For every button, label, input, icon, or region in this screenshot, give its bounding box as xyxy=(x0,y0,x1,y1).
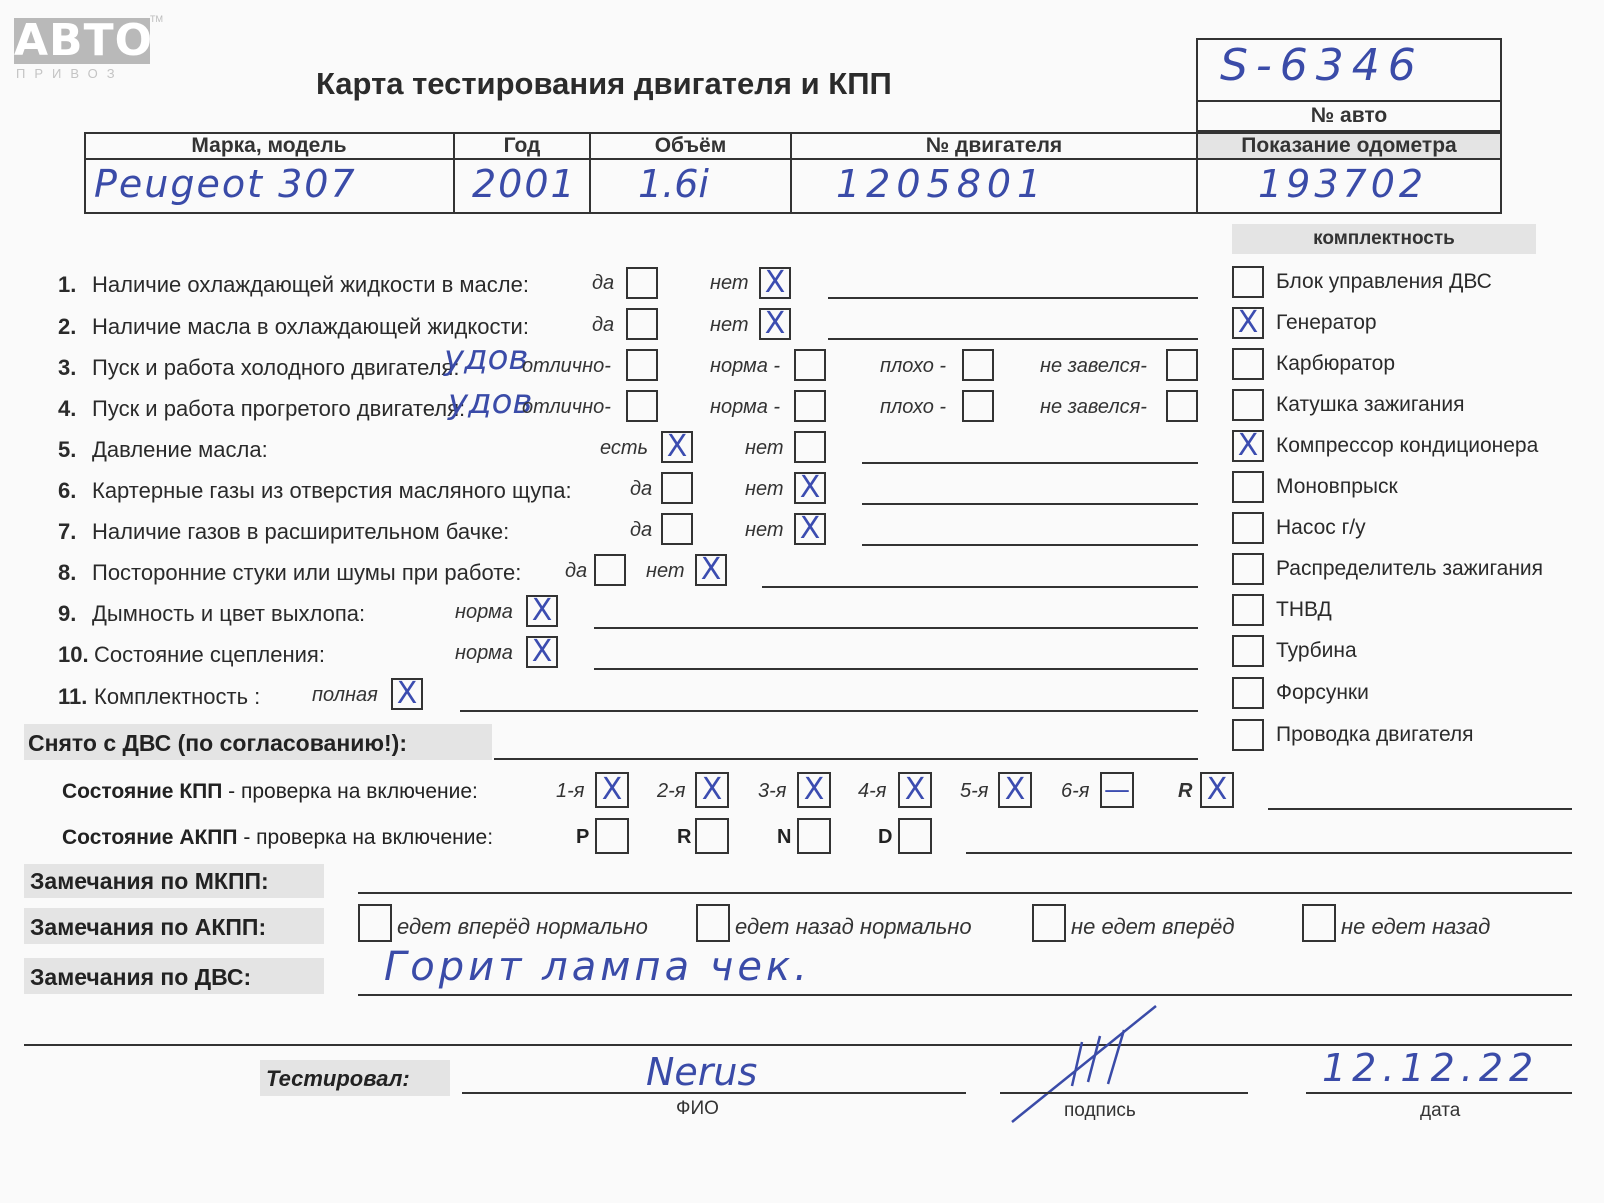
value-engine-no: 1205801 xyxy=(836,162,1048,206)
checkbox-q4-normal[interactable] xyxy=(794,390,826,422)
question-text: Картерные газы из отверстия масляного щупа: xyxy=(92,478,572,503)
checkbox-q6-no[interactable] xyxy=(794,472,826,504)
checkbox-gear-r[interactable] xyxy=(1200,772,1234,808)
check-mark: X xyxy=(701,772,723,807)
kpp-label xyxy=(62,780,478,804)
kpp-label-bold: Состояние КПП xyxy=(62,780,223,803)
check-mark: X xyxy=(904,772,926,807)
question-text: Пуск и работа прогретого двигателя: xyxy=(92,396,466,421)
akpp-mode-label: P xyxy=(576,826,590,848)
checkbox-gear-2[interactable] xyxy=(695,772,729,808)
kpp-label-rest: - проверка на включение: xyxy=(222,780,478,803)
question-text: Наличие масла в охлаждающей жидкости: xyxy=(92,314,529,339)
header-engine-no: № двигателя xyxy=(925,134,1063,157)
option-label-yes: да xyxy=(592,272,615,294)
option-label-no: нет xyxy=(646,560,685,582)
handwritten-udov-cold: удов xyxy=(444,338,529,378)
check-mark: X xyxy=(1004,772,1026,807)
gear-label: 2-я xyxy=(657,780,686,802)
komplekt-item: Насос г/у xyxy=(1276,516,1366,539)
checkbox-q4-excellent[interactable] xyxy=(626,390,658,422)
test-date: 12.12.22 xyxy=(1322,1046,1540,1090)
option-label-normal: норма - xyxy=(710,396,781,418)
tested-label: Тестировал: xyxy=(266,1066,410,1091)
checkbox-q7-no[interactable] xyxy=(794,513,826,545)
question-number: 10. xyxy=(58,642,89,667)
question-number: 3. xyxy=(58,355,77,380)
note-line xyxy=(862,503,1198,505)
option-label-no: нет xyxy=(745,478,784,500)
check-mark: X xyxy=(700,552,722,587)
note-line xyxy=(594,668,1198,670)
akpp-option-label: едет вперёд нормально xyxy=(397,914,648,939)
checkbox-q5-no[interactable] xyxy=(794,431,826,463)
option-label-present: есть xyxy=(600,437,649,459)
gear-label: 1-я xyxy=(556,780,585,802)
option-label-no: нет xyxy=(710,314,749,336)
value-volume: 1.6i xyxy=(638,162,709,206)
checkbox-akpp-no-reverse[interactable] xyxy=(1302,904,1336,942)
checkbox-q3-bad[interactable] xyxy=(962,349,994,381)
checkbox-q3-normal[interactable] xyxy=(794,349,826,381)
note-line xyxy=(862,544,1198,546)
checkbox-akpp-no-forward[interactable] xyxy=(1032,904,1066,942)
question-text: Дымность и цвет выхлопа: xyxy=(92,601,366,626)
option-label-normal: норма xyxy=(455,642,513,664)
checkbox-akpp-d[interactable] xyxy=(898,818,932,854)
check-mark: X xyxy=(396,676,418,711)
checkbox-gear-5[interactable] xyxy=(998,772,1032,808)
question-text: Посторонние стуки или шумы при работе: xyxy=(92,560,522,585)
checkbox-gear-6[interactable] xyxy=(1100,772,1134,808)
logo-subtitle: ПРИВОЗ xyxy=(16,66,124,81)
komplekt-title: комплектность xyxy=(1313,228,1455,249)
gear-label: 5-я xyxy=(960,780,989,802)
checkbox-komplekt-ps-pump[interactable] xyxy=(1232,512,1264,544)
auto-number-divider xyxy=(1196,100,1502,102)
question-text: Наличие газов в расширительном бачке: xyxy=(92,519,510,544)
checkbox-q1-no[interactable] xyxy=(759,267,791,299)
akpp-label-rest: - проверка на включение: xyxy=(237,826,494,849)
option-label-full: полная xyxy=(312,684,378,706)
checkbox-q6-yes[interactable] xyxy=(661,472,693,504)
checkbox-akpp-forward-ok[interactable] xyxy=(358,904,392,942)
checkbox-akpp-n[interactable] xyxy=(797,818,831,854)
checkbox-q5-present[interactable] xyxy=(661,431,693,463)
checkbox-komplekt-tnvd[interactable] xyxy=(1232,594,1264,626)
checkbox-q4-bad[interactable] xyxy=(962,390,994,422)
option-label-yes: да xyxy=(630,519,653,541)
note-line xyxy=(828,338,1198,340)
option-label-yes: да xyxy=(592,314,615,336)
question-number: 9. xyxy=(58,601,77,626)
check-mark: X xyxy=(531,634,553,669)
handwritten-udov-warm: удов xyxy=(448,382,533,422)
akpp-mode-label: N xyxy=(777,826,792,848)
auto-number-value: S-6346 xyxy=(1220,40,1424,91)
checkbox-q8-no[interactable] xyxy=(695,554,727,586)
checkbox-q4-no-start[interactable] xyxy=(1166,390,1198,422)
question-number: 4. xyxy=(58,396,77,421)
checkbox-q10-normal[interactable] xyxy=(526,636,558,668)
option-label-excellent: отлично- xyxy=(522,355,611,377)
remarks-mkpp-line xyxy=(358,892,1572,894)
question-number: 1. xyxy=(58,272,77,297)
question-text: Давление масла: xyxy=(92,437,268,462)
akpp-line xyxy=(966,852,1572,854)
question-number: 8. xyxy=(58,560,77,585)
check-mark: X xyxy=(799,511,821,546)
kpp-line xyxy=(1268,808,1572,810)
remarks-akpp-label: Замечания по АКПП: xyxy=(30,914,267,940)
question-text: Состояние сцепления: xyxy=(94,642,325,667)
dash-mark: — xyxy=(1104,775,1130,805)
gear-label: 6-я xyxy=(1061,780,1090,802)
check-mark: X xyxy=(666,429,688,464)
remarks-dvs-label: Замечания по ДВС: xyxy=(30,964,252,990)
option-label-normal: норма xyxy=(455,601,513,623)
checkbox-q7-yes[interactable] xyxy=(661,513,693,545)
komplekt-item: Распределитель зажигания xyxy=(1276,557,1544,580)
page-title: Карта тестирования двигателя и КПП xyxy=(316,66,892,101)
akpp-option-label: не едет вперёд xyxy=(1071,914,1235,939)
checkbox-akpp-r[interactable] xyxy=(695,818,729,854)
gear-label: 4-я xyxy=(858,780,887,802)
note-line xyxy=(762,586,1198,588)
checkbox-q3-no-start[interactable] xyxy=(1166,349,1198,381)
header-volume: Объём xyxy=(654,134,727,157)
checkbox-q8-yes[interactable] xyxy=(594,554,626,586)
option-label-no: нет xyxy=(745,437,784,459)
check-mark: X xyxy=(799,470,821,505)
checkbox-gear-4[interactable] xyxy=(898,772,932,808)
value-year: 2001 xyxy=(472,162,577,206)
option-label-no-start: не завелся- xyxy=(1040,355,1147,377)
sign-line xyxy=(1000,1092,1248,1094)
question-number: 2. xyxy=(58,314,77,339)
question-number: 5. xyxy=(58,437,77,462)
checkbox-q3-excellent[interactable] xyxy=(626,349,658,381)
checkbox-komplekt-ecu[interactable] xyxy=(1232,266,1264,298)
komplekt-item: Турбина xyxy=(1276,639,1357,662)
question-text: Наличие охлаждающей жидкости в масле: xyxy=(92,272,529,297)
vehicle-table-divider xyxy=(84,158,1502,160)
note-line xyxy=(460,710,1198,712)
fio-caption: ФИО xyxy=(676,1098,719,1119)
logo-trademark: TM xyxy=(150,14,163,24)
checkbox-akpp-reverse-ok[interactable] xyxy=(696,904,730,942)
gear-label: R xyxy=(1178,780,1193,802)
checkbox-q11-full[interactable] xyxy=(391,678,423,710)
header-make-model: Марка, модель xyxy=(191,134,347,157)
value-make-model: Peugeot 307 xyxy=(94,162,357,206)
checkbox-komplekt-generator[interactable] xyxy=(1232,307,1264,339)
akpp-mode-label: D xyxy=(878,826,893,848)
komplekt-item: Карбюратор xyxy=(1276,352,1396,375)
komplekt-item: Катушка зажигания xyxy=(1276,393,1465,416)
sign-caption: подпись xyxy=(1064,1100,1136,1121)
check-mark: X xyxy=(1237,305,1259,340)
akpp-label-bold: Состояние АКПП xyxy=(62,826,238,849)
option-label-no-start: не завелся- xyxy=(1040,396,1147,418)
option-label-bad: плохо - xyxy=(880,355,947,377)
header-odometer: Показание одометра xyxy=(1241,134,1457,157)
logo: АВТО xyxy=(14,15,154,66)
header-year: Год xyxy=(503,134,541,157)
komplekt-item: Проводка двигателя xyxy=(1276,723,1474,746)
gear-label: 3-я xyxy=(758,780,787,802)
question-number: 6. xyxy=(58,478,77,503)
option-label-excellent: отлично- xyxy=(522,396,611,418)
checkbox-komplekt-wiring[interactable] xyxy=(1232,719,1264,751)
removed-line xyxy=(494,758,1198,760)
checkbox-komplekt-ac-compressor[interactable] xyxy=(1232,430,1264,462)
remarks-mkpp-label: Замечания по МКПП: xyxy=(30,868,269,894)
akpp-option-label: не едет назад xyxy=(1341,914,1491,939)
check-mark: X xyxy=(1206,772,1228,807)
question-text: Пуск и работа холодного двигателя: xyxy=(92,355,460,380)
remarks-dvs-value: Горит лампа чек. xyxy=(384,944,811,990)
question-number: 7. xyxy=(58,519,77,544)
checkbox-gear-3[interactable] xyxy=(797,772,831,808)
komplekt-item: Генератор xyxy=(1276,311,1377,334)
option-label-no: нет xyxy=(745,519,784,541)
komplekt-item: ТНВД xyxy=(1276,598,1332,621)
check-mark: X xyxy=(531,593,553,628)
akpp-option-label: едет назад нормально xyxy=(735,914,972,939)
tester-name: Nerus xyxy=(646,1050,758,1094)
akpp-mode-label: R xyxy=(677,826,692,848)
option-label-no: нет xyxy=(710,272,749,294)
date-line xyxy=(1306,1092,1572,1094)
note-line xyxy=(594,627,1198,629)
checkbox-komplekt-distributor[interactable] xyxy=(1232,553,1264,585)
check-mark: X xyxy=(764,306,786,341)
checkbox-komplekt-turbo[interactable] xyxy=(1232,635,1264,667)
akpp-label xyxy=(62,826,493,850)
option-label-bad: плохо - xyxy=(880,396,947,418)
check-mark: X xyxy=(803,772,825,807)
option-label-yes: да xyxy=(630,478,653,500)
remarks-dvs-line xyxy=(358,994,1572,996)
komplekt-item: Компрессор кондиционера xyxy=(1276,434,1539,457)
note-line xyxy=(828,297,1198,299)
checkbox-akpp-p[interactable] xyxy=(595,818,629,854)
auto-number-label: № авто xyxy=(1310,104,1388,127)
check-mark: X xyxy=(1237,428,1259,463)
note-line xyxy=(862,462,1198,464)
checkbox-komplekt-injectors[interactable] xyxy=(1232,677,1264,709)
value-odometer: 193702 xyxy=(1258,162,1428,206)
check-mark: X xyxy=(601,772,623,807)
checkbox-q9-normal[interactable] xyxy=(526,595,558,627)
removed-label: Снято с ДВС (по согласованию!): xyxy=(28,730,407,756)
checkbox-komplekt-mono-injection[interactable] xyxy=(1232,471,1264,503)
checkbox-komplekt-ignition-coil[interactable] xyxy=(1232,389,1264,421)
option-label-yes: да xyxy=(565,560,588,582)
checkbox-gear-1[interactable] xyxy=(595,772,629,808)
checkbox-q2-yes[interactable] xyxy=(626,308,658,340)
fio-line xyxy=(462,1092,966,1094)
komplekt-item: Моновпрыск xyxy=(1276,475,1398,498)
checkbox-komplekt-carburetor[interactable] xyxy=(1232,348,1264,380)
check-mark: X xyxy=(764,265,786,300)
komplekt-item: Форсунки xyxy=(1276,681,1369,704)
question-number: 11. xyxy=(58,684,88,709)
option-label-normal: норма - xyxy=(710,355,781,377)
date-caption: дата xyxy=(1420,1100,1461,1121)
checkbox-q1-yes[interactable] xyxy=(626,267,658,299)
checkbox-q2-no[interactable] xyxy=(759,308,791,340)
question-text: Комплектность : xyxy=(94,684,261,709)
komplekt-item: Блок управления ДВС xyxy=(1276,270,1492,293)
